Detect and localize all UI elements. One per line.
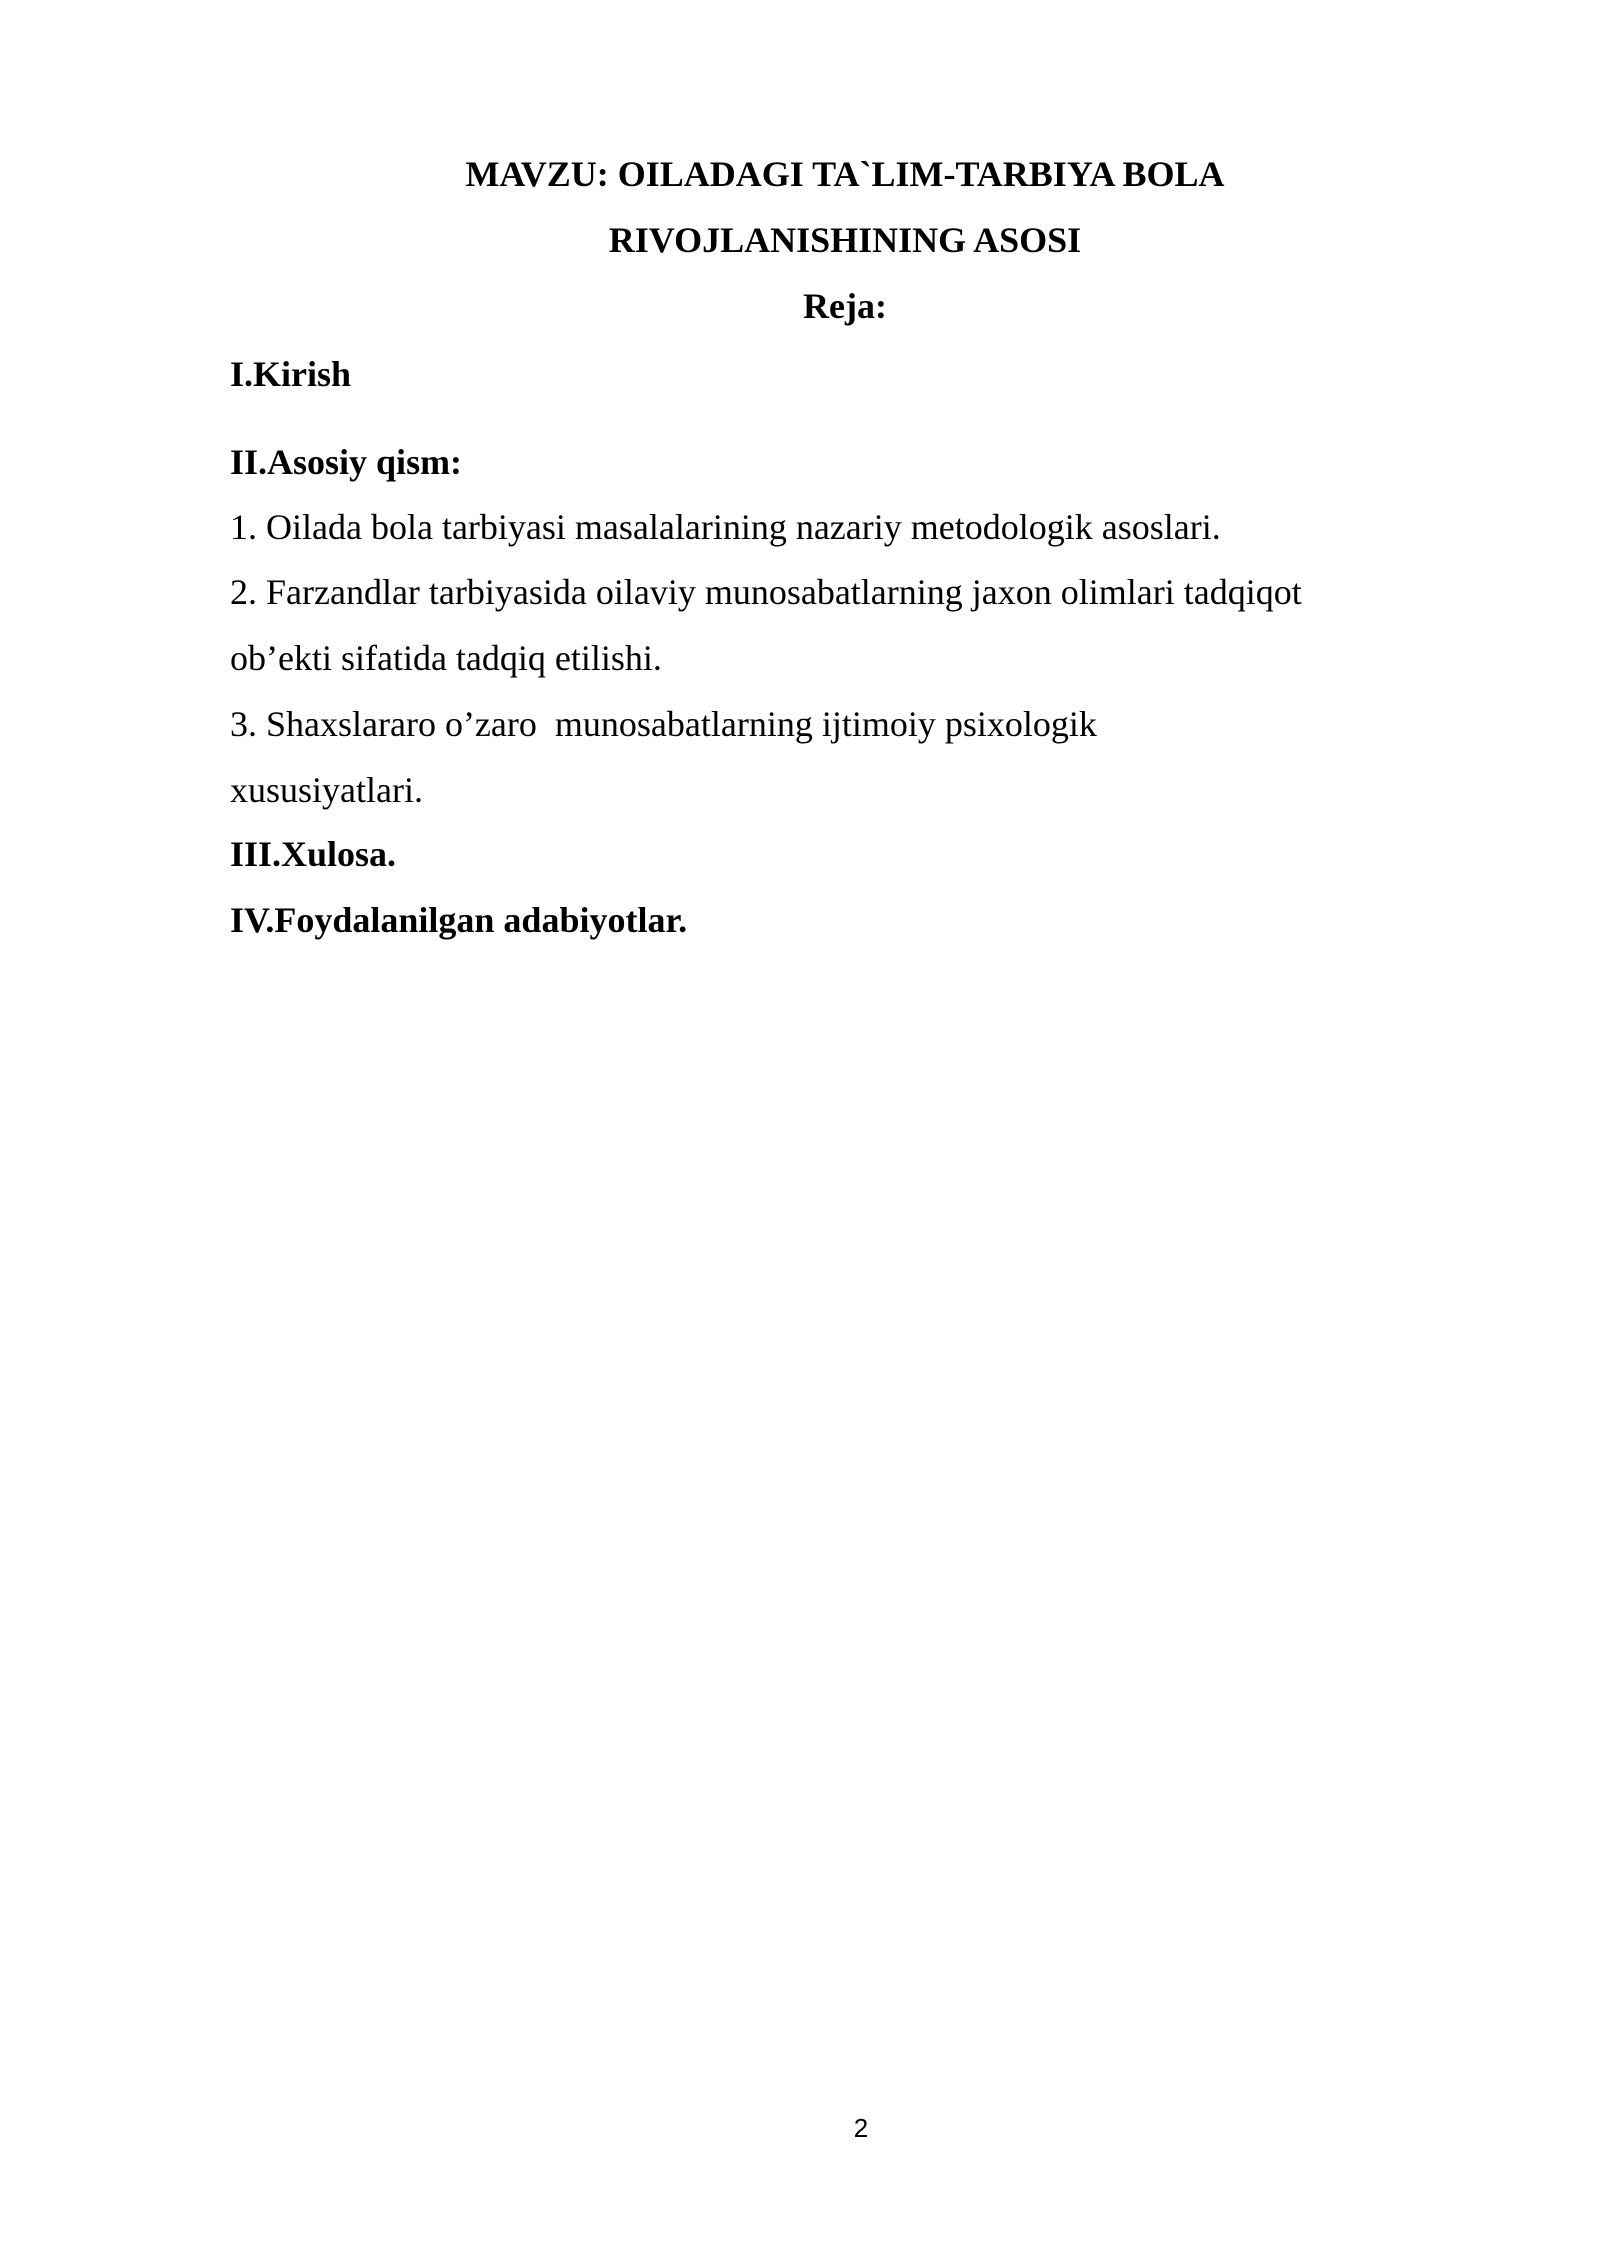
plan-heading: Reja: [803, 286, 887, 326]
section-introduction: I.Kirish [230, 354, 352, 394]
plan-item-2-line-1: 2. Farzandlar tarbiyasida oilaviy munosabatlarning jaxon olimlari tadqiqot [230, 572, 1302, 612]
plan-item-2-line-2: ob’ekti sifatida tadqiq etilishi. [230, 638, 662, 678]
plan-item-3-line-1: 3. Shaxslararo o’zaro munosabatlarning ijtimoiy psixologik [230, 704, 1097, 744]
plan-item-3-line-2: xususiyatlari. [230, 770, 423, 810]
section-conclusion: III.Xulosa. [230, 834, 397, 874]
document-title-line-2: RIVOJLANISHINING ASOSI [608, 220, 1082, 260]
section-references: IV.Foydalanilgan adabiyotlar. [230, 900, 688, 940]
plan-item-1: 1. Oilada bola tarbiyasi masalalarining nazariy metodologik asoslari. [230, 507, 1221, 547]
section-main-part: II.Asosiy qism: [230, 442, 463, 482]
page-number: 2 [853, 2113, 869, 2143]
document-title-line-1: MAVZU: OILADAGI TA`LIM-TARBIYA BOLA [465, 154, 1225, 194]
